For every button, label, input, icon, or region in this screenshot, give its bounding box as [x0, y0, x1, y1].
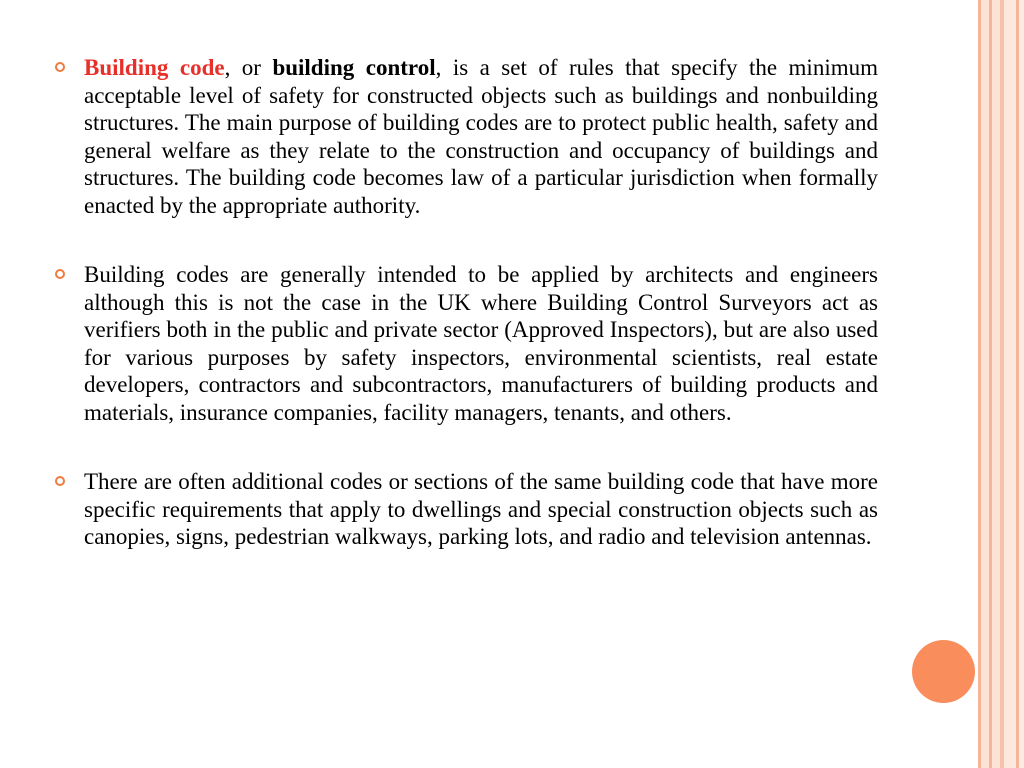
decorative-side-stripes	[978, 0, 1024, 768]
bullet-item-1	[55, 54, 878, 219]
definition-text: , is a set of rules that specify the minimum acceptable level of safety for constructed objects such as buildings and nonbuilding structures. The main purpose of building codes are to protect public health, safety and general welfare as they relate to the construction and occupancy of buildings and structures. The building code becomes law of a particular jurisdiction when formally enacted by the appropriate authority.	[84, 55, 878, 218]
bullet-item-2	[55, 261, 878, 426]
decorative-orange-circle	[912, 640, 975, 703]
circle-bullet-icon	[55, 269, 65, 279]
circle-bullet-icon	[55, 62, 65, 72]
term-building-code: Building code	[84, 55, 225, 80]
stripe	[1019, 0, 1024, 768]
bullet-text: Building codes are generally intended to be applied by architects and engineers although this is not the case in the UK where Building Control Surveyors act as verifiers both in the public and private sector (Approved Inspectors), but are also used for various purposes by safety inspectors, environmental scientists, real estate developers, contractors and subcontractors, manufacturers of building products and materials, insurance companies, facility managers, tenants, and others.	[84, 262, 878, 425]
bullet-text	[84, 54, 878, 219]
bullet-item-3	[55, 468, 878, 551]
circle-bullet-icon	[55, 476, 65, 486]
connector-text: , or	[224, 55, 273, 80]
stripe	[1004, 0, 1016, 768]
slide-body	[55, 54, 878, 551]
bullet-text: There are often additional codes or sections of the same building code that have more specific requirements that apply to dwellings and special construction objects such as canopies, signs, pedestrian walkways, parking lots, and radio and television antennas.	[84, 469, 878, 549]
stripe	[981, 0, 989, 768]
term-building-control: building control	[272, 55, 436, 80]
stripe	[992, 0, 1000, 768]
